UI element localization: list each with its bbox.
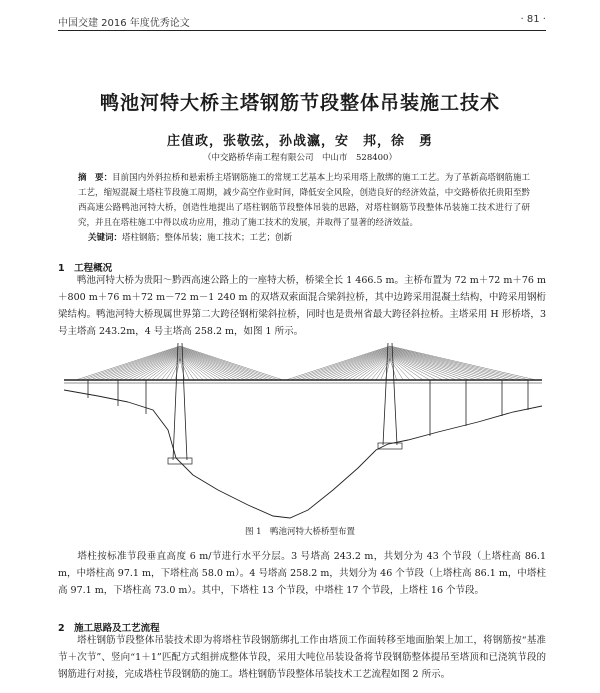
keywords: [88, 231, 528, 243]
figure-1-caption: 图 1 鸭池河特大桥桥型布置: [244, 527, 356, 537]
stay-cable: [180, 347, 274, 380]
abstract-text: 目前国内外斜拉桥和悬索桥主塔钢筋施工的常规工艺基本上均采用塔上散绑的施工工艺。为了革新高塔钢筋施工工艺，缩短混凝土塔柱节段施工周期，减少高空作业时间，降低安全风险，创造良好的经济效益，中交路桥依托贵阳至黔西高速公路鸭池河特大桥，创造性地提出了塔柱钢筋节段整体吊装的思路，对塔柱钢筋节段整体吊装施工技术进行了研究，并且在塔柱施工中得以成功应用，推动了施工技术的发展，并取得了显著的经济效益。: [78, 173, 530, 228]
stay-cable: [390, 349, 509, 380]
section-1-paragraph-1: [58, 272, 546, 340]
stay-cable: [390, 346, 536, 380]
stay-cable: [180, 352, 236, 380]
stay-cable: [381, 359, 390, 380]
authors: 庄值政，张敬弦，孙战瀛，安 邦，徐 勇: [166, 134, 433, 149]
stay-cable: [390, 347, 523, 380]
stay-cable: [123, 352, 180, 380]
stay-cable: [286, 346, 390, 380]
stay-cable: [142, 355, 180, 380]
stay-cable: [180, 359, 189, 380]
section-1-paragraph-2-text: 塔柱按标准节段垂直高度 6 m/节进行水平分层。3 号塔高 243.2 m，共划分为 43 个节段（上塔柱高 86.1 m，中塔柱高 97.1 m，下塔柱高 58.0 m）。4 号塔高 258.2 m，共划分为 46 个节段（上塔柱高 86.1 m，中塔柱高 97.1 m，下塔柱高 73.0 m）。其中，下塔柱 13 个节段，中塔柱 17 个节段，上塔柱 16 个节段。: [58, 551, 546, 596]
bridge-elevation-figure: [58, 340, 548, 522]
section-1-paragraph-2: [58, 548, 546, 599]
valley-ground-line: [64, 390, 542, 518]
abstract-label: 摘 要：: [78, 173, 113, 183]
journal-header: 中国交建 2016 年度优秀论文: [58, 18, 190, 29]
stay-cable: [371, 357, 390, 380]
stay-cable: [390, 359, 403, 380]
keywords-label: 关键词：: [88, 233, 123, 243]
right-stay-cables: [286, 346, 536, 380]
page-number: · 81 ·: [520, 14, 546, 25]
section-1-paragraph-1-text: 鸭池河特大桥为贵阳～黔西高速公路上的一座特大桥，桥梁全长 1 466.5 m。主桥布置为 72 m＋72 m＋76 m＋800 m＋76 m＋72 m－72 m－1 240 m 的双塔双索面混合梁斜拉桥，其中边跨采用混凝土结构，中跨采用钢桁梁结构。鸭池河特大桥现属世界第二大跨径钢桁梁斜拉桥，同时也是贵州省最大跨径斜拉桥。主塔采用 H 形桥塔，3 号主塔高 243.2m，4 号主塔高 258.2 m，如图 1 所示。: [58, 275, 546, 337]
stay-cable: [180, 346, 283, 380]
affiliation: （中交路桥华南工程有限公司 中山市 528400）: [203, 153, 397, 163]
stay-cable: [390, 352, 470, 380]
stay-cable: [76, 346, 180, 380]
approach-piers: [88, 380, 528, 436]
section-2-paragraph-1: [58, 632, 546, 683]
section-2-paragraph-1-text: 塔柱钢筋节段整体吊装技术即为将塔柱节段钢筋绑扎工作由塔顶工作面转移至地面胎架上加工，将钢筋按“基准节＋次节”、竖向“1＋1”匹配方式组拼成整体节段，采用大吨位吊装设备将节段钢筋整体提吊至塔顶和已浇筑节段的钢筋进行对接，完成塔柱节段钢筋的施工。塔柱钢筋节段整体吊装技术工艺流程如图 2 所示。: [58, 635, 546, 680]
stay-cable: [333, 352, 390, 380]
stay-cable: [85, 347, 180, 380]
stay-cable: [295, 347, 390, 380]
stay-cable: [352, 355, 390, 380]
abstract: [78, 171, 530, 231]
left-pylon-foundation: [168, 458, 192, 464]
paper-title: 鸭池河特大桥主塔钢筋节段整体吊装施工技术: [99, 92, 500, 114]
stay-cable: [171, 359, 180, 380]
left-stay-cables: [76, 346, 283, 380]
header-rule: [58, 30, 546, 31]
section-1-heading: 1 工程概况: [58, 263, 113, 274]
section-2-heading: 2 施工思路及工艺流程: [58, 623, 160, 634]
keywords-text: 塔柱钢筋；整体吊装；施工技术；工艺；创新: [122, 233, 293, 243]
stay-cable: [390, 355, 443, 380]
stay-cable: [180, 355, 217, 380]
